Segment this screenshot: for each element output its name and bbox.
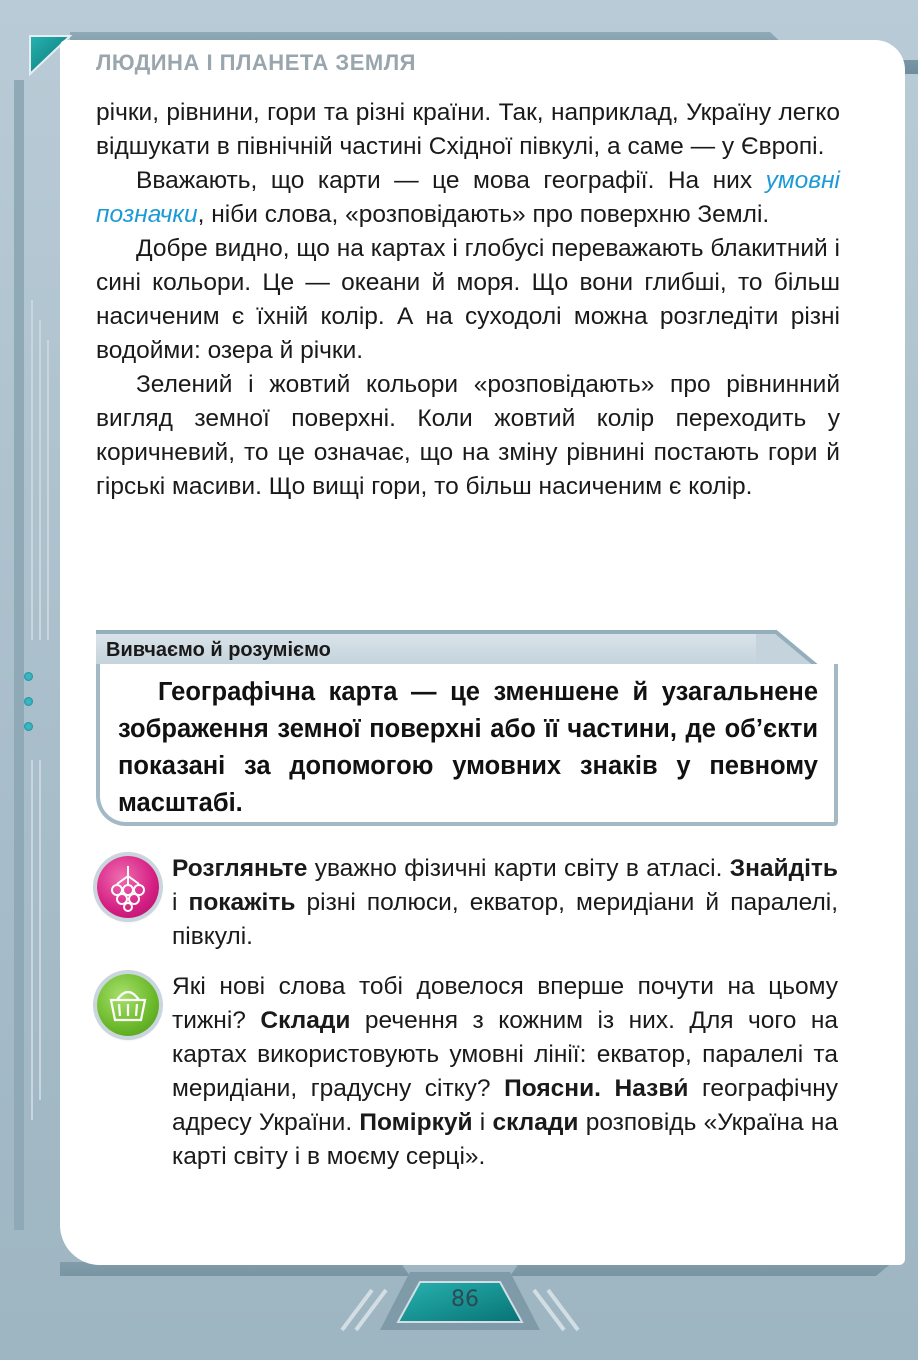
main-text (96, 96, 840, 504)
info-box-tab (96, 630, 776, 664)
paragraph-1: річки, рівнини, гори та різні країни. Так, наприклад, Україну легко відшукати в північній частині Східної півкулі, а саме — у Європі. (96, 99, 840, 160)
task-2-text (172, 970, 838, 1174)
task-1-text-1: уважно фізичні карти світу в атласі. (307, 855, 730, 882)
task-2-bold-4: Поміркуй (359, 1109, 473, 1136)
paragraph-3: Добре видно, що на картах і глобусі переважають блакитний і сині кольори. Це — океани й моря. Що вони глибші, то більш насиченим є їхній колір. А на суходолі можна розгледіти різні водойми: озера й річки. (96, 235, 840, 364)
task-2-text-6: розповідь «Україна на карті світу і в моєму серці». (172, 1109, 838, 1170)
paragraph-2 (96, 164, 840, 232)
task-2-paragraph (172, 970, 838, 1174)
task-1-paragraph (172, 852, 838, 954)
task-2-bold-5: склади (492, 1109, 579, 1136)
term-symbols: умовні позначки (96, 167, 840, 228)
berries-icon (97, 856, 159, 918)
definition-paragraph: Географічна карта — це зменшене й узагальнене зображення земної поверхні або її частини, де об’єкти показані за допомогою умовних знаків у певному масштабі. (118, 678, 818, 817)
task-1-text-3: різні полюси, екватор, меридіани й паралелі, півкулі. (172, 889, 839, 950)
task-2-text-5: і (472, 1109, 493, 1136)
side-dots (24, 672, 38, 732)
task-2-text-2: речення з кожним із них. Для чого на картах використовують умовні лінії: екватор, паралелі та меридіани, градусну сітку? (172, 1007, 839, 1102)
paragraph-2-start: Вважають, що карти — це мова географії. На них (136, 167, 766, 194)
task-1-text-2: і (172, 889, 189, 916)
task-2-bold-2: Поясни. (504, 1075, 601, 1102)
task-2-bold-3: Назви́ (614, 1075, 689, 1102)
page-number: 86 (451, 1287, 479, 1312)
task-1-text (172, 852, 838, 954)
info-box-body (96, 664, 838, 826)
task-1-bold-2: Знайдіть (729, 855, 838, 882)
task-1-bold-1: Розгляньте (172, 855, 308, 882)
paragraph-2-end: , ніби слова, «розповідають» про поверхню Землі. (197, 201, 770, 228)
page-number-plate (410, 1282, 520, 1322)
info-box (96, 630, 838, 826)
task-2-text-4: географічну адресу України. (172, 1075, 838, 1136)
task-2-text-3 (601, 1075, 615, 1102)
task-2-text-1: Які нові слова тобі довелося вперше почути на цьому тижні? (172, 973, 838, 1034)
info-box-title: Вивчаємо й розуміємо (106, 639, 331, 661)
task-1-bold-3: покажіть (188, 889, 296, 916)
basket-icon (97, 974, 159, 1036)
task-2-bold-1: Склади (260, 1007, 351, 1034)
paragraph-4: Зелений і жовтий кольори «розповідають» про рівнинний вигляд земної поверхні. Коли жовтий колір переходить у коричневий, то це означає, що на зміну рівнині постають гори й гірські масиви. Що вищі гори, то більш насиченим є колір. (96, 371, 840, 500)
running-head: ЛЮДИНА І ПЛАНЕТА ЗЕМЛЯ (96, 50, 416, 75)
definition-text (118, 674, 818, 822)
